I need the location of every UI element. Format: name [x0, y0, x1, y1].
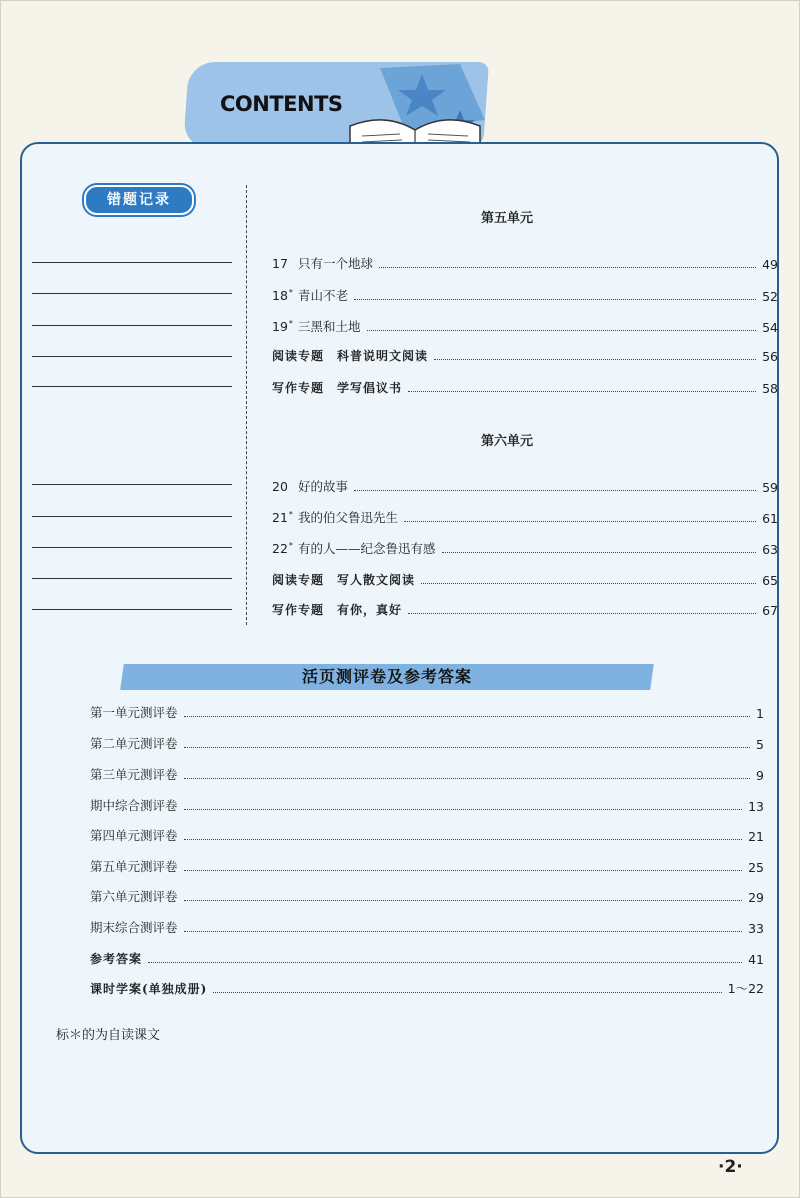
note-line	[32, 293, 232, 294]
note-line	[32, 356, 232, 357]
footnote: 标＊的为自读课文	[56, 1028, 161, 1043]
toc-row[interactable]: 阅读专题 写人散文阅读 65	[272, 573, 778, 588]
toc-row[interactable]: 期中综合测评卷 13	[90, 798, 764, 814]
unit-heading: 第六单元	[481, 434, 534, 449]
toc-row[interactable]: 写作专题 学写倡议书 58	[272, 381, 778, 396]
toc-row[interactable]: 课时学案(单独成册) 1～22	[90, 981, 764, 996]
note-line	[32, 262, 232, 263]
note-line	[32, 547, 232, 548]
toc-row[interactable]: 写作专题 有你，真好 67	[272, 603, 778, 618]
note-line	[32, 386, 232, 387]
toc-row[interactable]: 20 好的故事 59	[272, 479, 778, 495]
toc-row[interactable]: 第二单元测评卷 5	[90, 736, 764, 752]
toc-row[interactable]: 22* 有的人——纪念鲁迅有感 63	[272, 541, 778, 557]
column-divider	[246, 185, 247, 625]
contents-title: CONTENTS	[220, 92, 343, 116]
note-line	[32, 609, 232, 610]
page-number: ·2·	[718, 1157, 743, 1177]
toc-row[interactable]: 第五单元测评卷 25	[90, 859, 764, 875]
toc-row[interactable]: 18* 青山不老 52	[272, 288, 778, 304]
note-line	[32, 578, 232, 579]
toc-row[interactable]: 19* 三黑和土地 54	[272, 319, 778, 335]
section-title: 活页测评卷及参考答案	[301, 667, 472, 686]
toc-row[interactable]: 期末综合测评卷 33	[90, 920, 764, 936]
toc-row[interactable]: 第三单元测评卷 9	[90, 767, 764, 783]
toc-row[interactable]: 参考答案 41	[90, 952, 764, 967]
toc-row[interactable]: 21* 我的伯父鲁迅先生 61	[272, 510, 778, 526]
note-line	[32, 484, 232, 485]
toc-row[interactable]: 阅读专题 科普说明文阅读 56	[272, 349, 778, 364]
toc-row[interactable]: 第六单元测评卷 29	[90, 889, 764, 905]
note-line	[32, 325, 232, 326]
error-record-badge: 错题记录	[84, 185, 194, 215]
toc-row[interactable]: 17 只有一个地球 49	[272, 256, 778, 272]
toc-row[interactable]: 第四单元测评卷 21	[90, 828, 764, 844]
unit-heading: 第五单元	[481, 211, 534, 226]
note-line	[32, 516, 232, 517]
toc-row[interactable]: 第一单元测评卷 1	[90, 705, 764, 721]
